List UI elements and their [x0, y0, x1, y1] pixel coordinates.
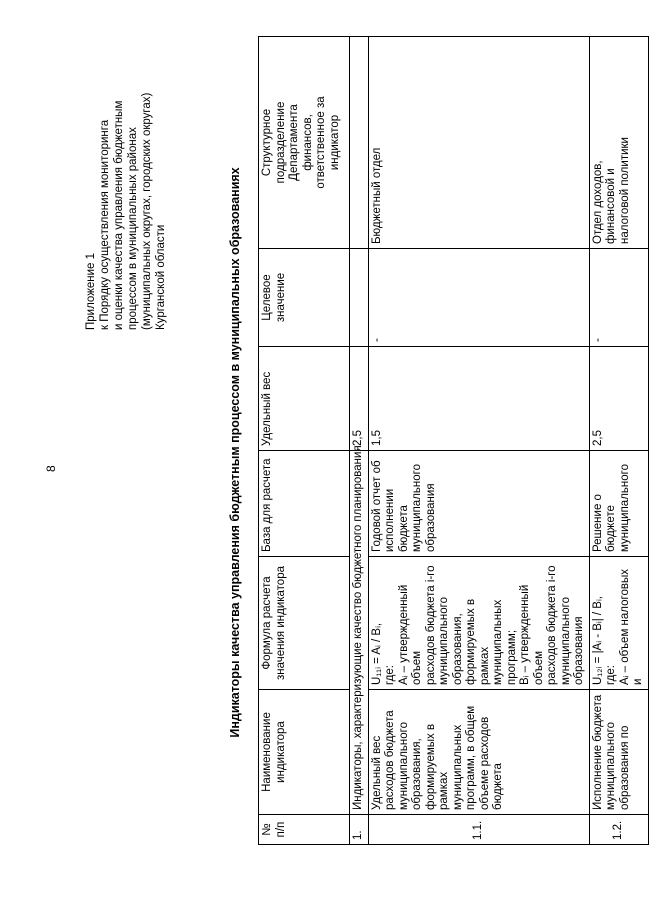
row-weight: 1,5 [368, 347, 589, 451]
row-formula: U₁₂ᵢ = |Aᵢ - Bᵢ| / Bᵢ, где: Aᵢ – объем налоговых и [589, 557, 648, 690]
header-dept: Структурное подразделение Департамента финансов, ответственное за индикатор [259, 37, 350, 249]
row-target: - [589, 249, 648, 347]
appendix-line: Курганской области [155, 224, 167, 330]
row-dept: Бюджетный отдел [368, 37, 589, 249]
row-num: 1.1. [368, 815, 589, 845]
row-name: Удельный вес расходов бюджета муниципального образования, формируемых в рамках муниципальных программ, в общем объеме расходов бюджета [368, 690, 589, 815]
row-dept: Отдел доходов, финансовой и налоговой политики [589, 37, 648, 249]
header-base: База для расчета [259, 451, 350, 557]
indicators-table [258, 36, 649, 845]
header-name: Наименование индикатора [259, 690, 350, 815]
table-row [589, 37, 648, 845]
section-num: 1. [350, 815, 369, 845]
header-formula: Формула расчета значения индикатора [259, 557, 350, 690]
document-title: Индикаторы качества управления бюджетным процессом в муниципальных образованиях [228, 167, 242, 738]
row-weight: 2,5 [589, 347, 648, 451]
page-number: 8 [44, 465, 58, 472]
table-header-row [259, 37, 350, 845]
header-num: № п/п [259, 815, 350, 845]
appendix-line: Приложение 1 [85, 252, 97, 330]
appendix-line: и оценки качества управления бюджетным [113, 100, 125, 330]
section-weight: 2,5 [350, 347, 369, 451]
appendix-line: процессом в муниципальных районах [127, 127, 139, 330]
row-base: Решение о бюджете муниципального [589, 451, 648, 557]
row-base: Годовой отчет об исполнении бюджета муниципального образования [368, 451, 589, 557]
header-weight: Удельный вес [259, 347, 350, 451]
table-row [368, 37, 589, 845]
appendix-line: к Порядку осуществления мониторинга [99, 119, 111, 330]
section-row [350, 37, 369, 845]
row-target: - [368, 249, 589, 347]
section-dept [350, 37, 369, 249]
row-formula: U₁₁ᵢ = Aᵢ / Bᵢ, где: Aᵢ – утвержденный объем расходов бюджета i-го муниципального образования, формируемых в рамках муниципальных программ; Bᵢ – утвержденный объем расходов бюджета i-го муниципального образования [368, 557, 589, 690]
appendix-block [84, 10, 168, 330]
row-name: Исполнение бюджета муниципального образования по [589, 690, 648, 815]
row-num: 1.2. [589, 815, 648, 845]
header-target: Целевое значение [259, 249, 350, 347]
appendix-line: (муниципальных округах, городских округах) [141, 92, 153, 330]
section-target [350, 249, 369, 347]
section-title: Индикаторы, характеризующие качество бюджетного планирования [350, 451, 369, 815]
